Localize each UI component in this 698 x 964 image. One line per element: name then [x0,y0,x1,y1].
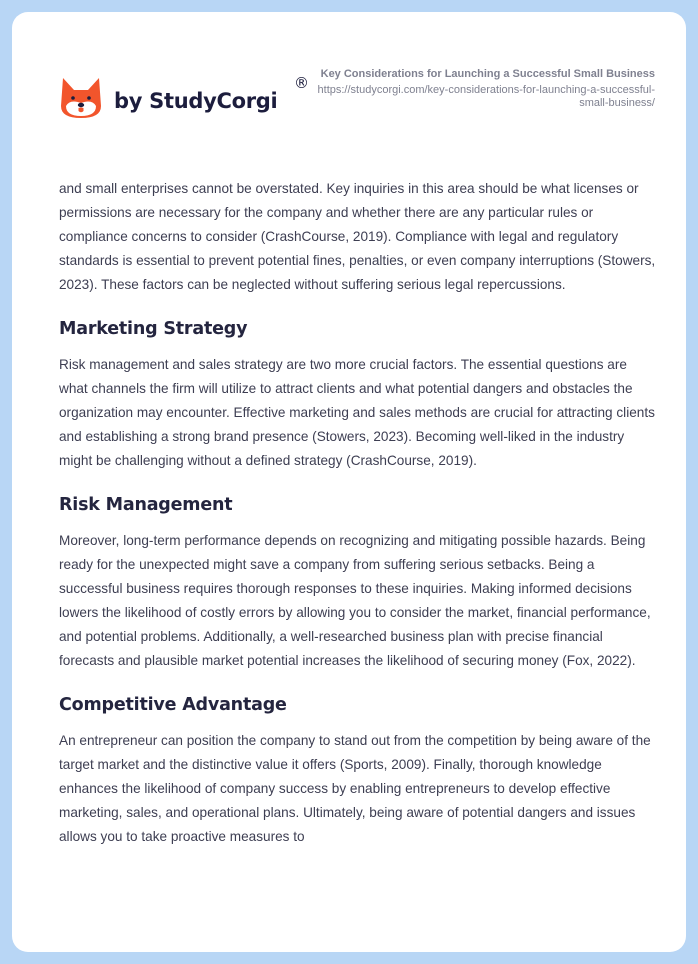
section-risk-management [59,491,659,673]
document-url-link[interactable]: https://studycorgi.com/key-considerations-for-launching-a-successful-small-business/ [317,84,655,109]
section-paragraph: Moreover, long-term performance depends on recognizing and mitigating possible hazards. Being ready for the unexpected might save a company from suffering serious setbacks. Being a successful business requires thorough responses to these inquiries. Making informed decisions lowers the likelihood of costly errors by allowing you to consider the market, financial performance, and potential problems. Additionally, a well-researched business plan with precise financial forecasts and plausible market potential increases the likelihood of securing money (Fox, 2022). [59,533,651,668]
section-heading: Competitive Advantage [59,695,287,715]
document-meta [295,67,655,110]
section-paragraph: An entrepreneur can position the company to stand out from the competition by being aware of the target market and the distinctive value it offers (Sports, 2009). Finally, thorough knowledge enhances the likelihood of company success by enabling entrepreneurs to develop effective marketing, sales, and operational plans. Ultimately, being aware of potential dangers and issues allows you to take proactive measures to [59,733,651,844]
logo-wordmark: by StudyCorgi [114,89,278,113]
document-card [12,12,686,952]
corgi-logo-icon [60,76,102,120]
intro-paragraph: and small enterprises cannot be overstated. Key inquiries in this area should be what licenses or permissions are necessary for the company and whether there are any particular rules or compliance concerns to consider (CrashCourse, 2019). Compliance with legal and regulatory standards is essential to prevent potential fines, penalties, or even company interruptions (Stowers, 2023). These factors can be neglected without suffering serious legal repercussions. [59,181,656,292]
section-competitive-advantage [59,691,659,849]
section-heading: Risk Management [59,495,233,515]
studycorgi-logo-link[interactable] [60,74,309,120]
section-paragraph: Risk management and sales strategy are two more crucial factors. The essential questions are what channels the firm will utilize to attract clients and what potential dangers and obstacles the organization may encounter. Effective marketing and sales methods are crucial for attracting clients and establishing a strong brand presence (Stowers, 2023). Becoming well-liked in the industry might be challenging without a defined strategy (CrashCourse, 2019). [59,357,655,468]
section-heading: Marketing Strategy [59,319,248,339]
document-title: Key Considerations for Launching a Successful Small Business [320,68,655,80]
page-header [12,12,686,162]
section-marketing-strategy [59,315,659,473]
registered-mark: ® [294,74,309,92]
document-body [59,177,659,849]
